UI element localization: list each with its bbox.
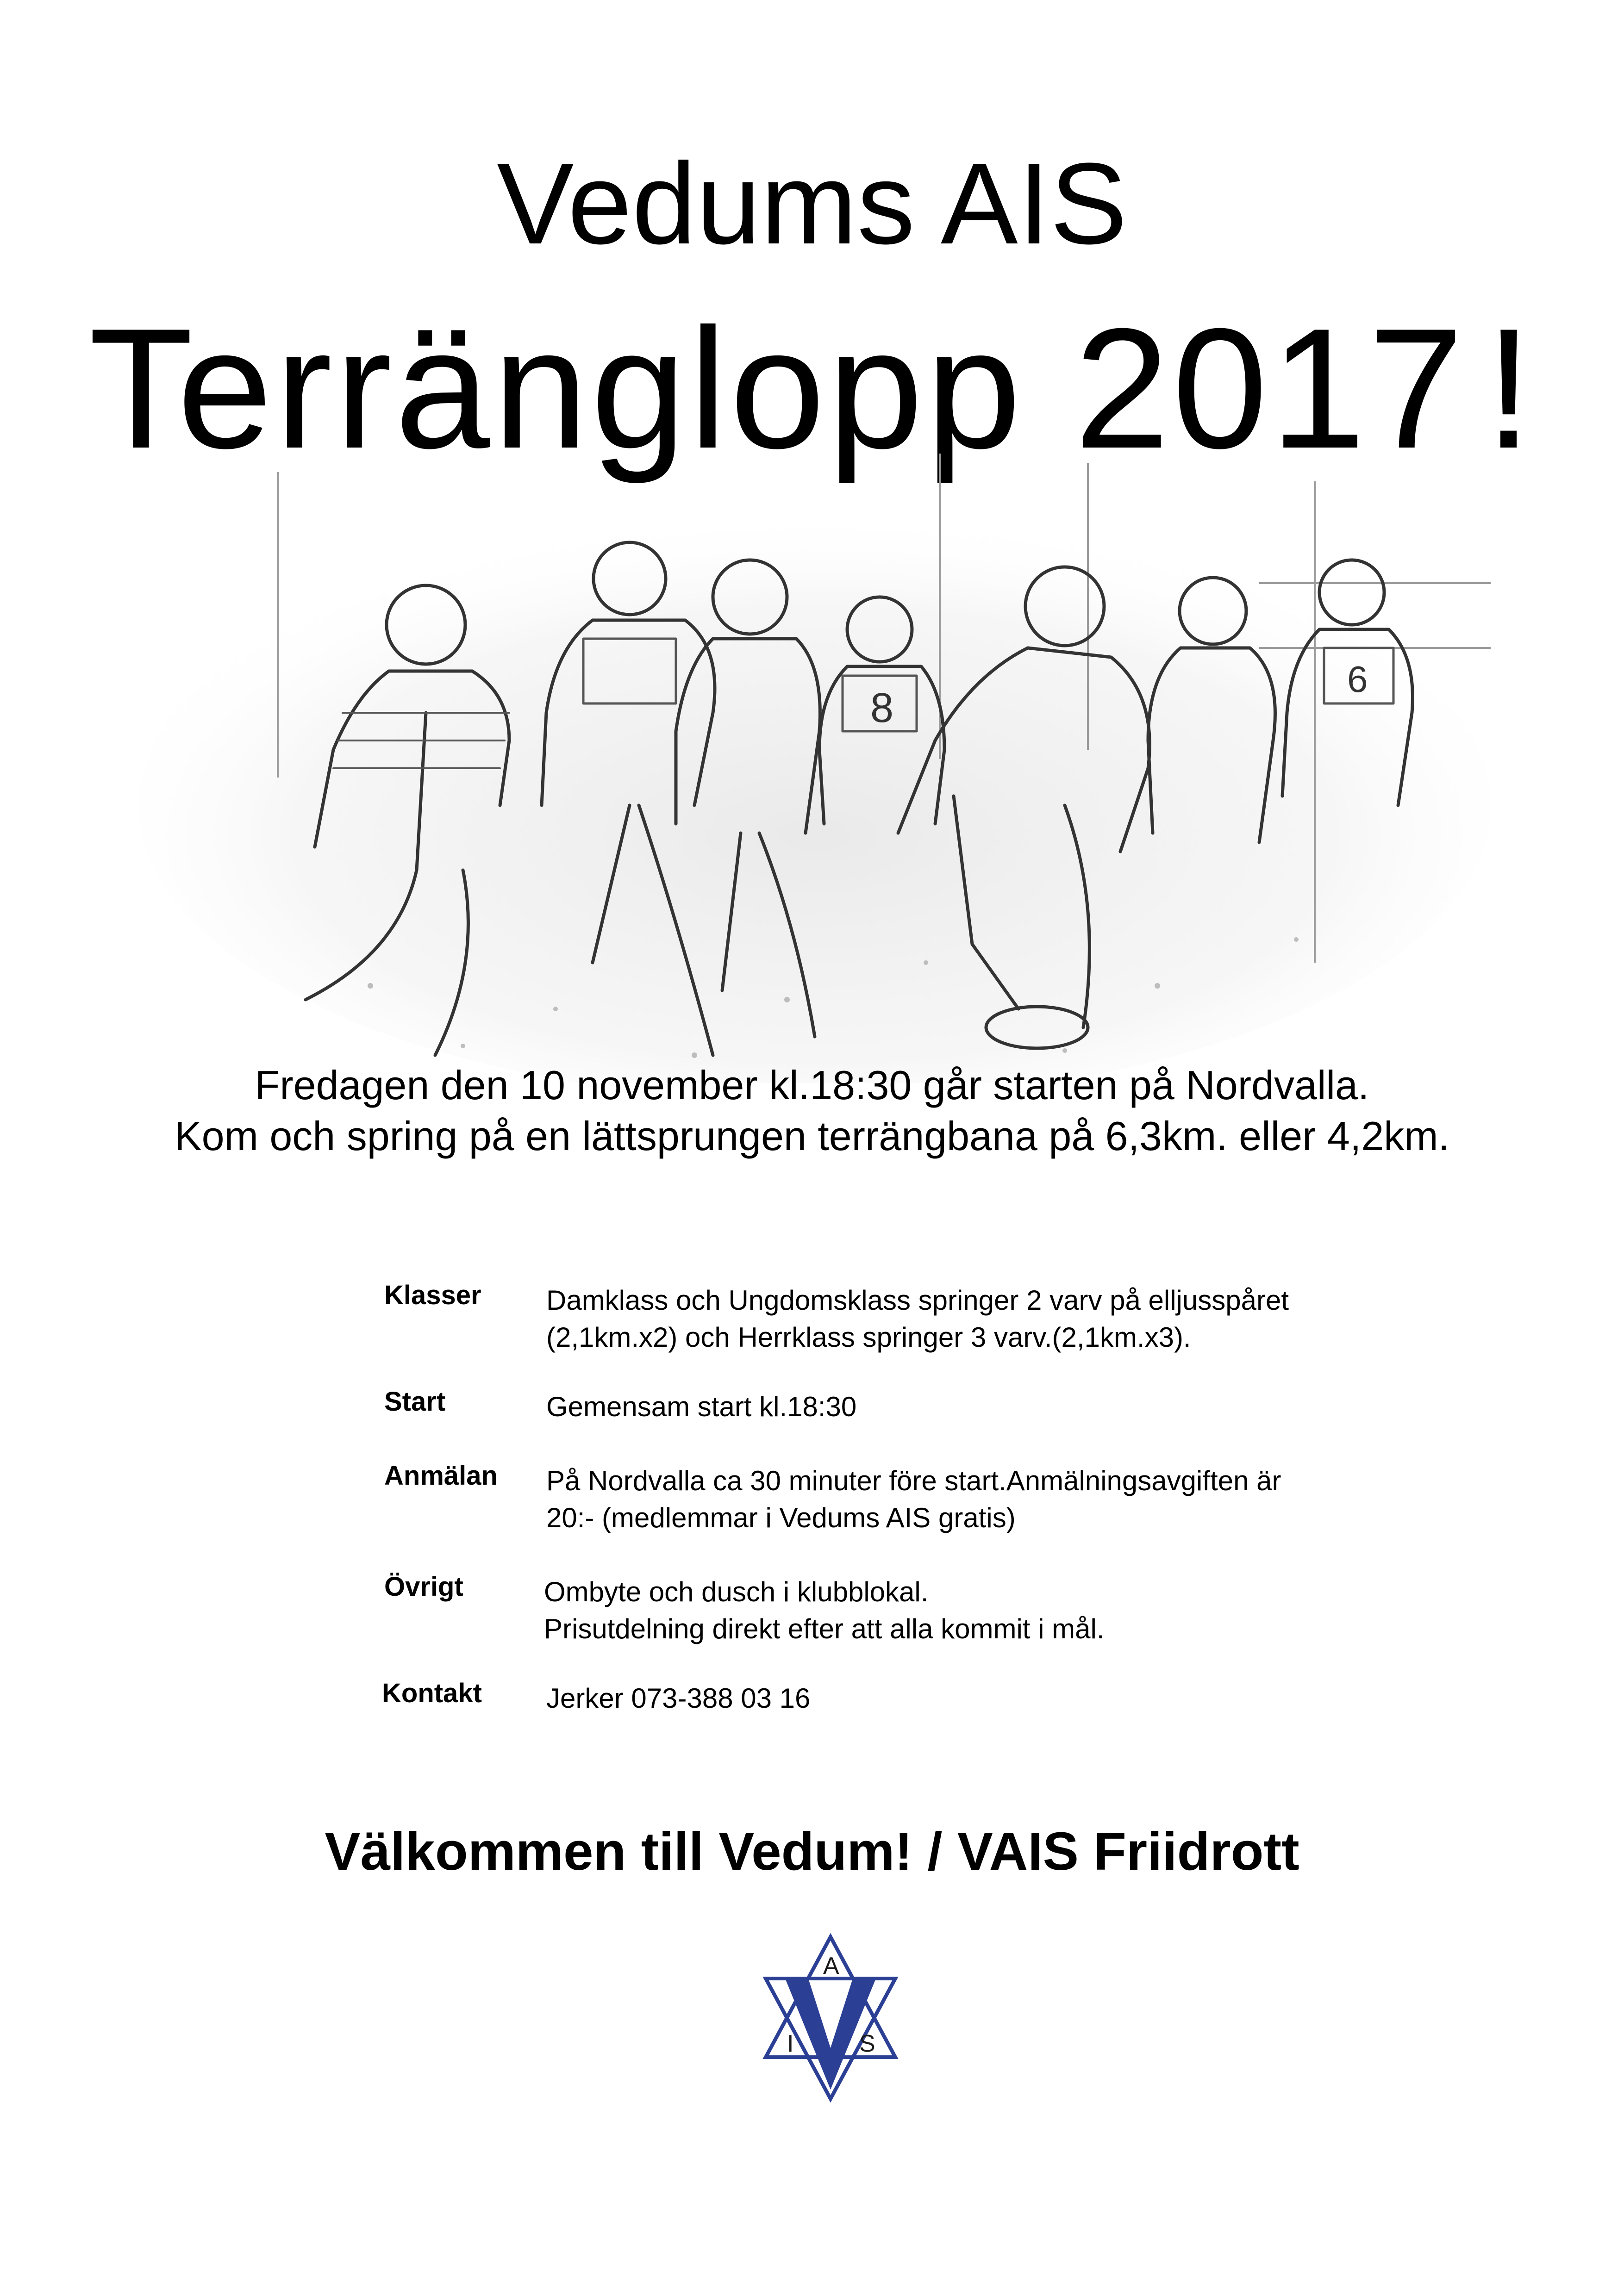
value-klasser <box>546 1282 1472 1356</box>
label-anmalan: Anmälan <box>384 1461 498 1491</box>
label-klasser: Klasser <box>384 1280 481 1310</box>
intro-line-1: Fredagen den 10 november kl.18:30 går starten på Nordvalla. <box>255 1062 1369 1108</box>
intro-line-2: Kom och spring på en lättsprungen terrängbana på 6,3km. eller 4,2km. <box>174 1113 1450 1159</box>
label-start: Start <box>384 1387 446 1417</box>
event-title-exclamation: ! <box>1485 293 1536 484</box>
value-kontakt-line-1: Jerker 073-388 03 16 <box>546 1683 811 1714</box>
label-ovrigt: Övrigt <box>384 1572 463 1602</box>
label-kontakt: Kontakt <box>382 1678 482 1708</box>
club-title: Vedums AIS <box>497 139 1127 268</box>
value-ovrigt-line-2: Prisutdelning direkt efter att alla kommit i mål. <box>544 1613 1105 1644</box>
value-anmalan-line-2: 20:- (medlemmar i Vedums AIS gratis) <box>546 1502 1016 1533</box>
value-klasser-line-2: (2,1km.x2) och Herrklass springer 3 varv.(2,1km.x3). <box>546 1322 1191 1353</box>
value-kontakt <box>546 1680 1472 1717</box>
value-anmalan <box>546 1462 1472 1537</box>
value-anmalan-line-1: På Nordvalla ca 30 minuter före start.Anmälningsavgiften är <box>546 1465 1281 1496</box>
svg-text:6: 6 <box>1347 659 1368 700</box>
vais-logo <box>756 1932 905 2103</box>
value-start <box>546 1388 1472 1425</box>
runners-sketch-image <box>139 454 1491 1083</box>
value-ovrigt <box>544 1574 1470 1648</box>
welcome-text: Välkommen till Vedum! / VAIS Friidrott <box>325 1821 1299 1881</box>
event-title-text: Terränglopp 2017 <box>88 293 1467 484</box>
logo-letter-i: I <box>787 2030 794 2057</box>
value-start-line-1: Gemensam start kl.18:30 <box>546 1391 857 1422</box>
value-ovrigt-line-1: Ombyte och dusch i klubblokal. <box>544 1576 929 1607</box>
logo-letter-a: A <box>823 1953 839 1979</box>
svg-text:8: 8 <box>870 685 894 731</box>
value-klasser-line-1: Damklass och Ungdomsklass springer 2 varv på elljusspåret <box>546 1285 1289 1316</box>
logo-letter-s: S <box>859 2030 875 2057</box>
